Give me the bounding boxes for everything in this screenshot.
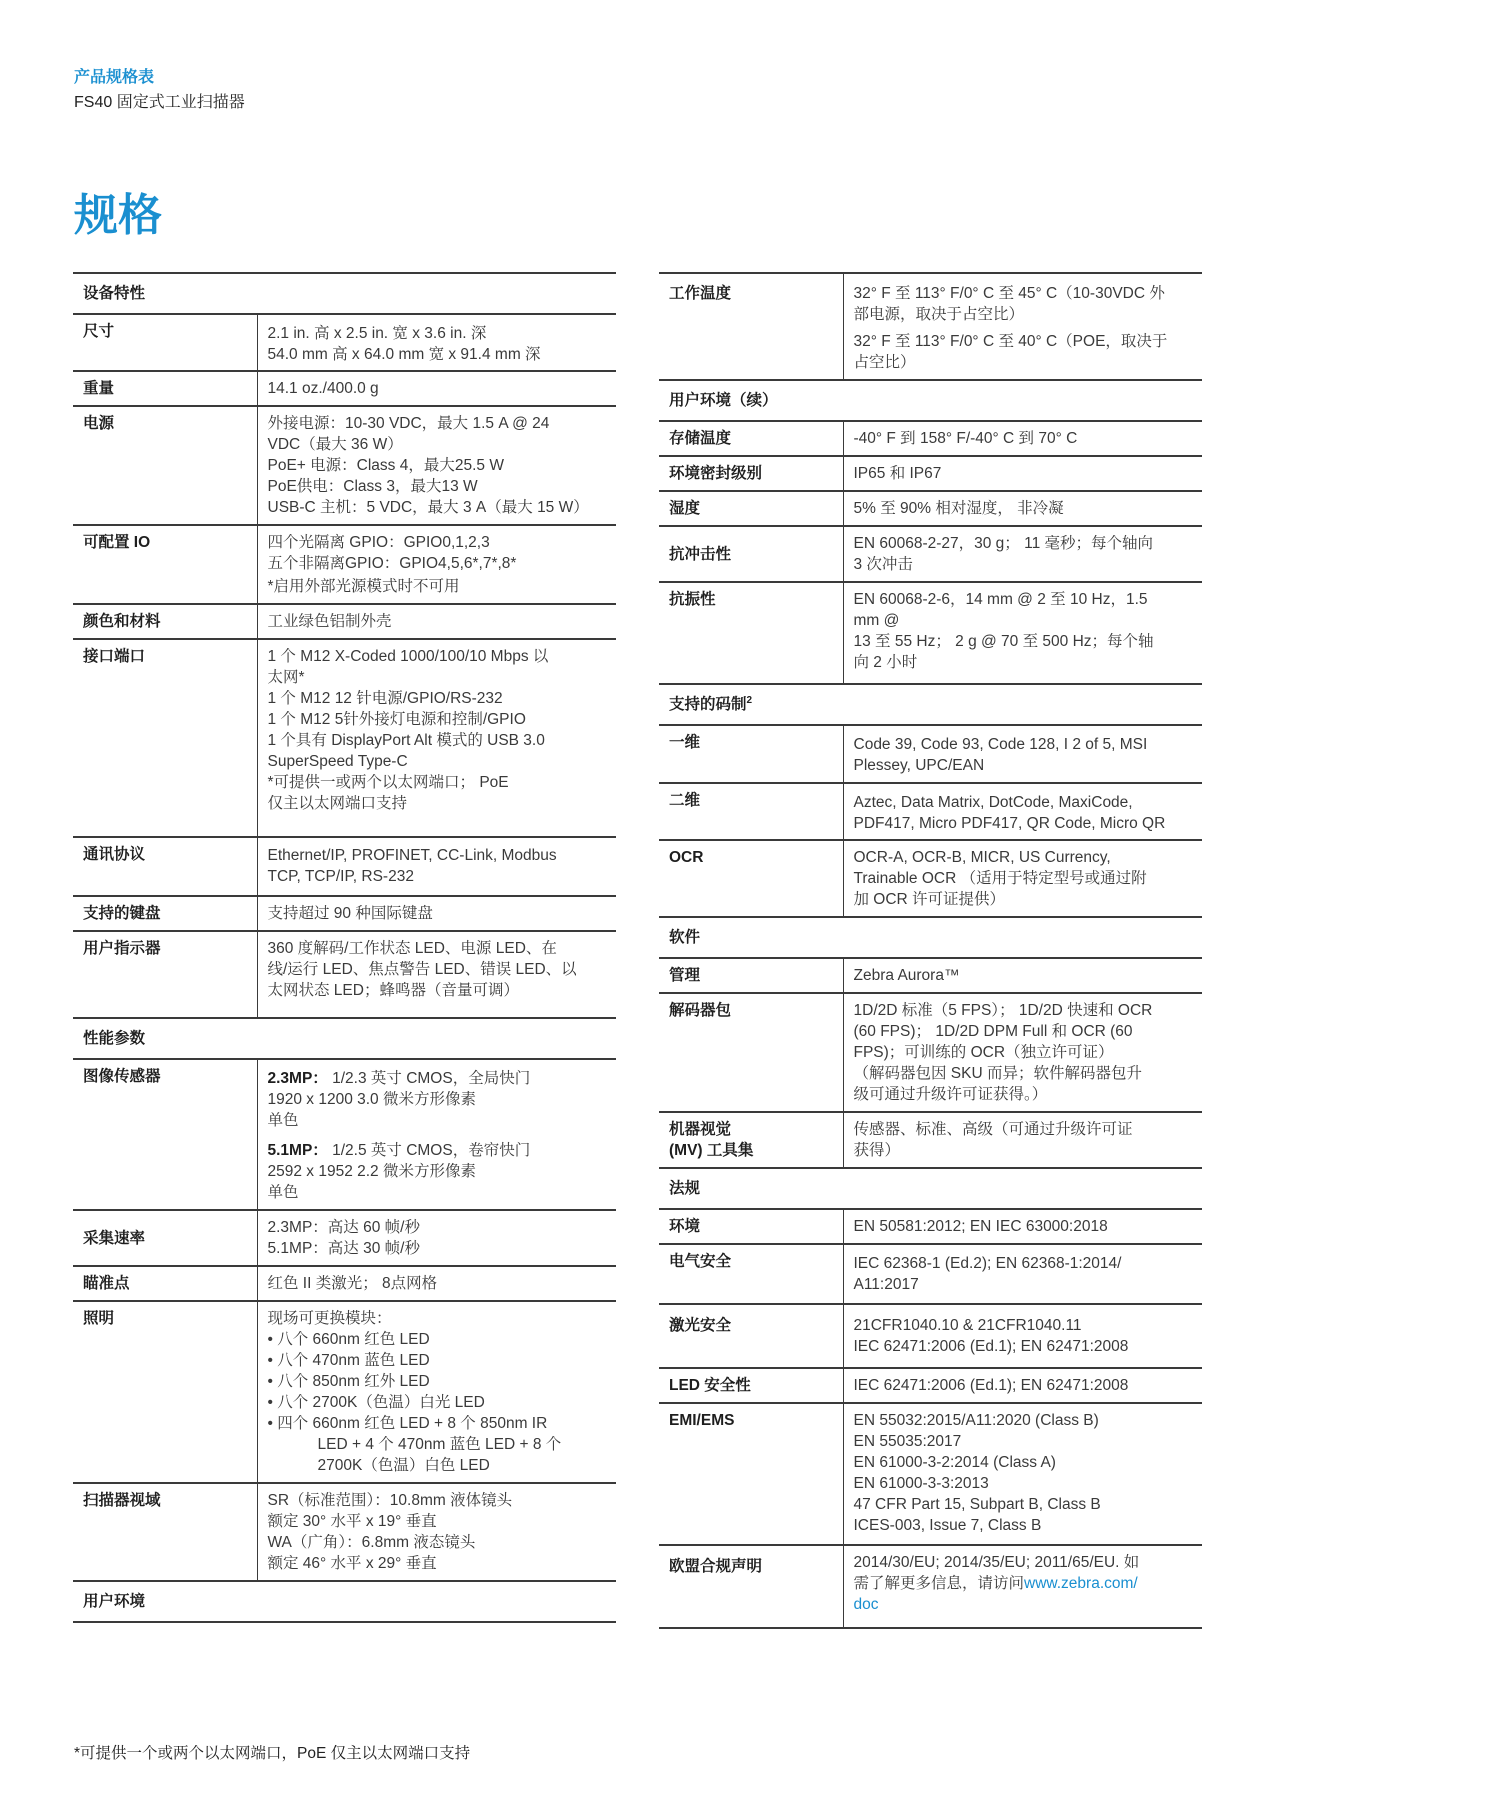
value-line: [268, 1140, 609, 1161]
value-line: • 四个 660nm 红色 LED + 8 个 850nm IR: [267, 1415, 548, 1432]
value-line: 1 个 M12 X-Coded 1000/100/10 Mbps 以: [267, 648, 549, 665]
value-line: 外接电源：10-30 VDC，最大 1.5 A @ 24: [267, 415, 550, 432]
spec-label: 尺寸: [73, 314, 257, 371]
spec-label: 管理: [659, 958, 843, 993]
section-title: 设备特性: [73, 273, 616, 314]
spec-value: [843, 1403, 1202, 1545]
spec-row-io: [73, 525, 616, 604]
section-title: 性能参数: [73, 1018, 616, 1059]
spec-label: 解码器包: [659, 993, 843, 1112]
spec-value: [843, 421, 1202, 456]
spec-value: [257, 837, 616, 896]
value-line: 单色: [267, 1112, 299, 1129]
value-line: PDF417, Micro PDF417, QR Code, Micro QR: [853, 815, 1166, 832]
value-line: PoE供电：Class 3，最大13 W: [267, 478, 478, 495]
value-line: 部电源，取决于占空比）: [853, 306, 1025, 323]
value-line: 支持超过 90 种国际键盘: [267, 905, 433, 922]
spec-row-capture-rate: [73, 1210, 616, 1266]
label-line: 机器视觉: [669, 1121, 732, 1138]
value-line: 5% 至 90% 相对湿度， 非冷凝: [853, 500, 1064, 517]
label-line: (MV) 工具集: [669, 1142, 754, 1159]
spec-value: [843, 1368, 1202, 1403]
spec-label: 采集速率: [73, 1210, 257, 1266]
value-line: Ethernet/IP, PROFINET, CC-Link, Modbus: [267, 847, 557, 864]
spec-table-left: [73, 272, 616, 1623]
value-line: Trainable OCR （适用于特定型号或通过附: [853, 870, 1147, 887]
spec-label: 照明: [73, 1301, 257, 1483]
page-title: 规格: [74, 191, 162, 240]
value-line: （解码器包因 SKU 而异；软件解码器包升: [853, 1065, 1142, 1082]
value-line: SuperSpeed Type-C: [267, 753, 408, 770]
value-line: 五个非隔离GPIO：GPIO4,5,6*,7*,8*: [267, 555, 517, 572]
footnote: *可提供一个或两个以太网端口，PoE 仅主以太网端口支持: [74, 1745, 471, 1762]
spec-row-vibration: [659, 582, 1202, 684]
spec-value: [257, 525, 616, 604]
value-line: 32° F 至 113° F/0° C 至 40° C（POE，取决于: [853, 333, 1168, 350]
spec-label: 颜色和材料: [73, 604, 257, 639]
value-line: 额定 30° 水平 x 19° 垂直: [267, 1513, 437, 1530]
spec-table-right: [659, 272, 1202, 1629]
value-line: 仅主以太网端口支持: [267, 795, 408, 812]
value-line: 54.0 mm 高 x 64.0 mm 宽 x 91.4 mm 深: [267, 346, 541, 363]
spec-row-fov: [73, 1483, 616, 1581]
section-title: 法规: [659, 1168, 1202, 1209]
zebra-doc-link-cont[interactable]: doc: [853, 1596, 879, 1613]
zebra-doc-link[interactable]: www.zebra.com/: [1024, 1575, 1138, 1592]
value-line: 1920 x 1200 3.0 微米方形像素: [267, 1091, 476, 1108]
spec-label: 激光安全: [659, 1304, 843, 1368]
value-line: [268, 1068, 609, 1089]
value-line: 单色: [267, 1184, 299, 1201]
spec-label: 接口端口: [73, 639, 257, 837]
spec-row-dimensions: [73, 314, 616, 371]
spec-value: [257, 896, 616, 931]
value-line: 2.1 in. 高 x 2.5 in. 宽 x 3.6 in. 深: [267, 325, 487, 342]
spec-row-power: [73, 406, 616, 525]
spec-label: [659, 1112, 843, 1168]
value-line: 14.1 oz./400.0 g: [267, 380, 379, 397]
value-line: 5.1MP：高达 30 帧/秒: [267, 1240, 420, 1257]
spec-value: [843, 1304, 1202, 1368]
spec-row-mv-toolset: [659, 1112, 1202, 1168]
value-line: EN 55032:2015/A11:2020 (Class B): [853, 1412, 1099, 1429]
spec-value: [257, 604, 616, 639]
spec-label: 瞄准点: [73, 1266, 257, 1301]
sensor-model: 2.3MP：: [267, 1070, 328, 1087]
spec-label: 支持的键盘: [73, 896, 257, 931]
value-line: EN 55035:2017: [853, 1433, 962, 1450]
spec-row-image-sensor: [73, 1059, 616, 1210]
spec-row-laser-safety: [659, 1304, 1202, 1368]
value-line: 360 度解码/工作状态 LED、电源 LED、在: [267, 940, 557, 957]
spec-value: [843, 273, 1202, 380]
value-text: 需了解更多信息，请访问: [853, 1575, 1025, 1592]
spec-label: 存储温度: [659, 421, 843, 456]
value-line: • 八个 470nm 蓝色 LED: [267, 1352, 430, 1369]
value-line: IP65 和 IP67: [853, 465, 942, 482]
spec-label: 重量: [73, 371, 257, 406]
spec-row-management: [659, 958, 1202, 993]
value-line: 现场可更换模块：: [267, 1310, 392, 1327]
value-line: • 八个 660nm 红色 LED: [267, 1331, 430, 1348]
section-title: 用户环境（续）: [659, 380, 1202, 421]
value-line: IEC 62368-1 (Ed.2); EN 62368-1:2014/: [853, 1255, 1122, 1272]
spec-row-indicator: [73, 931, 616, 1018]
value-line: LED + 4 个 470nm 蓝色 LED + 8 个: [317, 1436, 562, 1453]
value-line: Plessey, UPC/EAN: [853, 757, 985, 774]
spec-label: 电源: [73, 406, 257, 525]
spec-row-led-safety: [659, 1368, 1202, 1403]
value-line: Zebra Aurora™: [853, 967, 960, 984]
section-performance: [73, 1018, 616, 1059]
spec-row-2d: [659, 783, 1202, 840]
spec-label: 欧盟合规声明: [659, 1545, 843, 1628]
spec-row-1d: [659, 725, 1202, 783]
value-line: 2.3MP：高达 60 帧/秒: [267, 1219, 420, 1236]
value-line: EN 60068-2-27，30 g； 11 毫秒；每个轴向: [853, 535, 1153, 552]
value-line: 2700K（色温）白色 LED: [317, 1457, 490, 1474]
value-line: EN 50581:2012; EN IEC 63000:2018: [853, 1218, 1108, 1235]
section-device: [73, 273, 616, 314]
value-line: 32° F 至 113° F/0° C 至 45° C（10-30VDC 外: [853, 285, 1165, 302]
value-line: 向 2 小时: [853, 654, 918, 671]
value-line: IEC 62471:2006 (Ed.1); EN 62471:2008: [853, 1377, 1129, 1394]
value-line: (60 FPS)； 1D/2D DPM Full 和 OCR (60: [853, 1023, 1133, 1040]
spec-label: 扫描器视域: [73, 1483, 257, 1581]
value-line: 红色 II 类激光； 8点网格: [267, 1275, 438, 1292]
value-line: 1 个 M12 12 针电源/GPIO/RS-232: [267, 690, 503, 707]
spec-row-decoder-packages: [659, 993, 1202, 1112]
spec-row-illumination: [73, 1301, 616, 1483]
section-title: 软件: [659, 917, 1202, 958]
spec-value: [843, 958, 1202, 993]
spec-value: [843, 491, 1202, 526]
spec-label: 湿度: [659, 491, 843, 526]
value-line: Aztec, Data Matrix, DotCode, MaxiCode,: [853, 794, 1133, 811]
value-line: EN 61000-3-3:2013: [853, 1475, 989, 1492]
spec-row-emi-ems: [659, 1403, 1202, 1545]
spec-label: LED 安全性: [659, 1368, 843, 1403]
value-line: [854, 1573, 1195, 1594]
spec-row-storage-temp: [659, 421, 1202, 456]
footnote-ref: 2: [746, 694, 753, 706]
value-line: FPS)；可训练的 OCR（独立许可证）: [853, 1044, 1114, 1061]
value-line: OCR-A, OCR-B, MICR, US Currency,: [853, 849, 1111, 866]
value-line: USB-C 主机：5 VDC，最大 3 A（最大 15 W）: [267, 499, 589, 516]
value-line: TCP, TCP/IP, RS-232: [267, 868, 414, 885]
value-line: 21CFR1040.10 & 21CFR1040.11: [853, 1317, 1082, 1334]
value-line: EN 61000-3-2:2014 (Class A): [853, 1454, 1056, 1471]
value-line: SR（标准范围）：10.8mm 液体镜头: [267, 1492, 513, 1509]
sensor-desc: 1/2.3 英寸 CMOS，全局快门: [327, 1070, 531, 1087]
value-line: 太网状态 LED；蜂鸣器（音量可调）: [267, 982, 519, 999]
value-line: 1 个具有 DisplayPort Alt 模式的 USB 3.0: [267, 732, 545, 749]
value-line: 获得）: [853, 1142, 901, 1159]
sensor-desc: 1/2.5 英寸 CMOS，卷帘快门: [327, 1142, 531, 1159]
value-line: 2014/30/EU; 2014/35/EU; 2011/65/EU. 如: [853, 1554, 1140, 1571]
spec-label: 环境: [659, 1209, 843, 1244]
value-line: WA（广角）：6.8mm 液态镜头: [267, 1534, 476, 1551]
value-line: VDC（最大 36 W）: [267, 436, 403, 453]
value-line: 四个光隔离 GPIO：GPIO0,1,2,3: [267, 534, 490, 551]
value-line: 占空比）: [853, 354, 916, 371]
spec-value: [843, 725, 1202, 783]
spec-value: [257, 1059, 616, 1210]
value-line: A11:2017: [853, 1276, 919, 1293]
spec-row-keyboard: [73, 896, 616, 931]
spec-label: 一维: [659, 725, 843, 783]
value-line: mm @: [853, 612, 900, 629]
spec-label: 抗振性: [659, 582, 843, 684]
value-line: *可提供一或两个以太网端口； PoE: [267, 774, 509, 791]
spec-label: OCR: [659, 840, 843, 917]
value-line: 级可通过升级许可证获得。）: [853, 1086, 1048, 1103]
spec-row-electrical-safety: [659, 1244, 1202, 1304]
spec-label: EMI/EMS: [659, 1403, 843, 1545]
spec-row-shock: [659, 526, 1202, 582]
spec-label: 电气安全: [659, 1244, 843, 1304]
spec-value: [843, 783, 1202, 840]
spec-value: [257, 1301, 616, 1483]
section-user-environment-cont: [659, 380, 1202, 421]
section-user-environment: [73, 1581, 616, 1622]
spec-value: [257, 1210, 616, 1266]
value-line: • 八个 2700K（色温）白光 LED: [267, 1394, 485, 1411]
spec-label: 抗冲击性: [659, 526, 843, 582]
spec-value: [257, 371, 616, 406]
spec-value: [257, 931, 616, 1018]
spec-value: [843, 1244, 1202, 1304]
spec-label: 可配置 IO: [73, 525, 257, 604]
value-line: 3 次冲击: [853, 556, 913, 573]
sensor-model: 5.1MP：: [267, 1142, 328, 1159]
section-symbologies: [659, 684, 1202, 725]
value-line: EN 60068-2-6，14 mm @ 2 至 10 Hz，1.5: [853, 591, 1148, 608]
value-line: 太网*: [267, 669, 305, 686]
spec-value: [257, 314, 616, 371]
spec-label: 通讯协议: [73, 837, 257, 896]
spec-row-humidity: [659, 491, 1202, 526]
value-line: 47 CFR Part 15, Subpart B, Class B: [853, 1496, 1101, 1513]
spec-value: [257, 639, 616, 837]
spec-label: 工作温度: [659, 273, 843, 380]
spec-label: 用户指示器: [73, 931, 257, 1018]
value-line: 1 个 M12 5针外接灯电源和控制/GPIO: [267, 711, 526, 728]
section-title: 用户环境: [73, 1581, 616, 1622]
spec-value: [843, 1545, 1202, 1628]
section-title-text: 支持的码制: [669, 696, 747, 713]
value-line: ICES-003, Issue 7, Class B: [853, 1517, 1042, 1534]
spec-row-aimer: [73, 1266, 616, 1301]
spec-value: [843, 993, 1202, 1112]
value-line: PoE+ 电源：Class 4，最大25.5 W: [267, 457, 504, 474]
value-line: 1D/2D 标准（5 FPS）； 1D/2D 快速和 OCR: [853, 1002, 1153, 1019]
spec-label: 环境密封级别: [659, 456, 843, 491]
value-line: 传感器、标准、高级（可通过升级许可证: [853, 1121, 1133, 1138]
value-line: 2592 x 1952 2.2 微米方形像素: [267, 1163, 476, 1180]
value-line: 额定 46° 水平 x 29° 垂直: [267, 1555, 437, 1572]
value-line: 加 OCR 许可证提供）: [853, 891, 1006, 908]
spec-row-eu-compliance: [659, 1545, 1202, 1628]
spec-row-ports: [73, 639, 616, 837]
value-line: IEC 62471:2006 (Ed.1); EN 62471:2008: [853, 1338, 1129, 1355]
value-line: 13 至 55 Hz； 2 g @ 70 至 500 Hz；每个轴: [853, 633, 1154, 650]
spec-value: [843, 1209, 1202, 1244]
value-line: 工业绿色铝制外壳: [267, 613, 392, 630]
sheet-category: 产品规格表: [74, 69, 155, 86]
spec-value: [843, 840, 1202, 917]
product-name: FS40 固定式工业扫描器: [74, 94, 245, 111]
spec-value: [843, 526, 1202, 582]
spec-row-weight: [73, 371, 616, 406]
spec-column-left: [73, 272, 616, 1623]
spec-row-protocol: [73, 837, 616, 896]
spacer: [268, 1131, 609, 1140]
value-line: • 八个 850nm 红外 LED: [267, 1373, 430, 1390]
spec-row-operating-temp: [659, 273, 1202, 380]
value-line: 线/运行 LED、焦点警告 LED、错误 LED、以: [267, 961, 577, 978]
section-regulatory: [659, 1168, 1202, 1209]
spec-value: [257, 1266, 616, 1301]
spec-value: [257, 406, 616, 525]
value-line: *启用外部光源模式时不可用: [267, 578, 460, 595]
spec-label: 二维: [659, 783, 843, 840]
section-software: [659, 917, 1202, 958]
spec-row-sealing: [659, 456, 1202, 491]
spec-value: [843, 456, 1202, 491]
spec-value: [843, 582, 1202, 684]
value-line: Code 39, Code 93, Code 128, I 2 of 5, MSI: [853, 736, 1148, 753]
spec-row-environmental: [659, 1209, 1202, 1244]
spec-row-color: [73, 604, 616, 639]
spec-value: [843, 1112, 1202, 1168]
spec-label: 图像传感器: [73, 1059, 257, 1210]
value-line: -40° F 到 158° F/-40° C 到 70° C: [853, 430, 1078, 447]
spec-row-ocr: [659, 840, 1202, 917]
section-title: [659, 684, 1202, 725]
spec-value: [257, 1483, 616, 1581]
spec-column-right: [659, 272, 1202, 1629]
